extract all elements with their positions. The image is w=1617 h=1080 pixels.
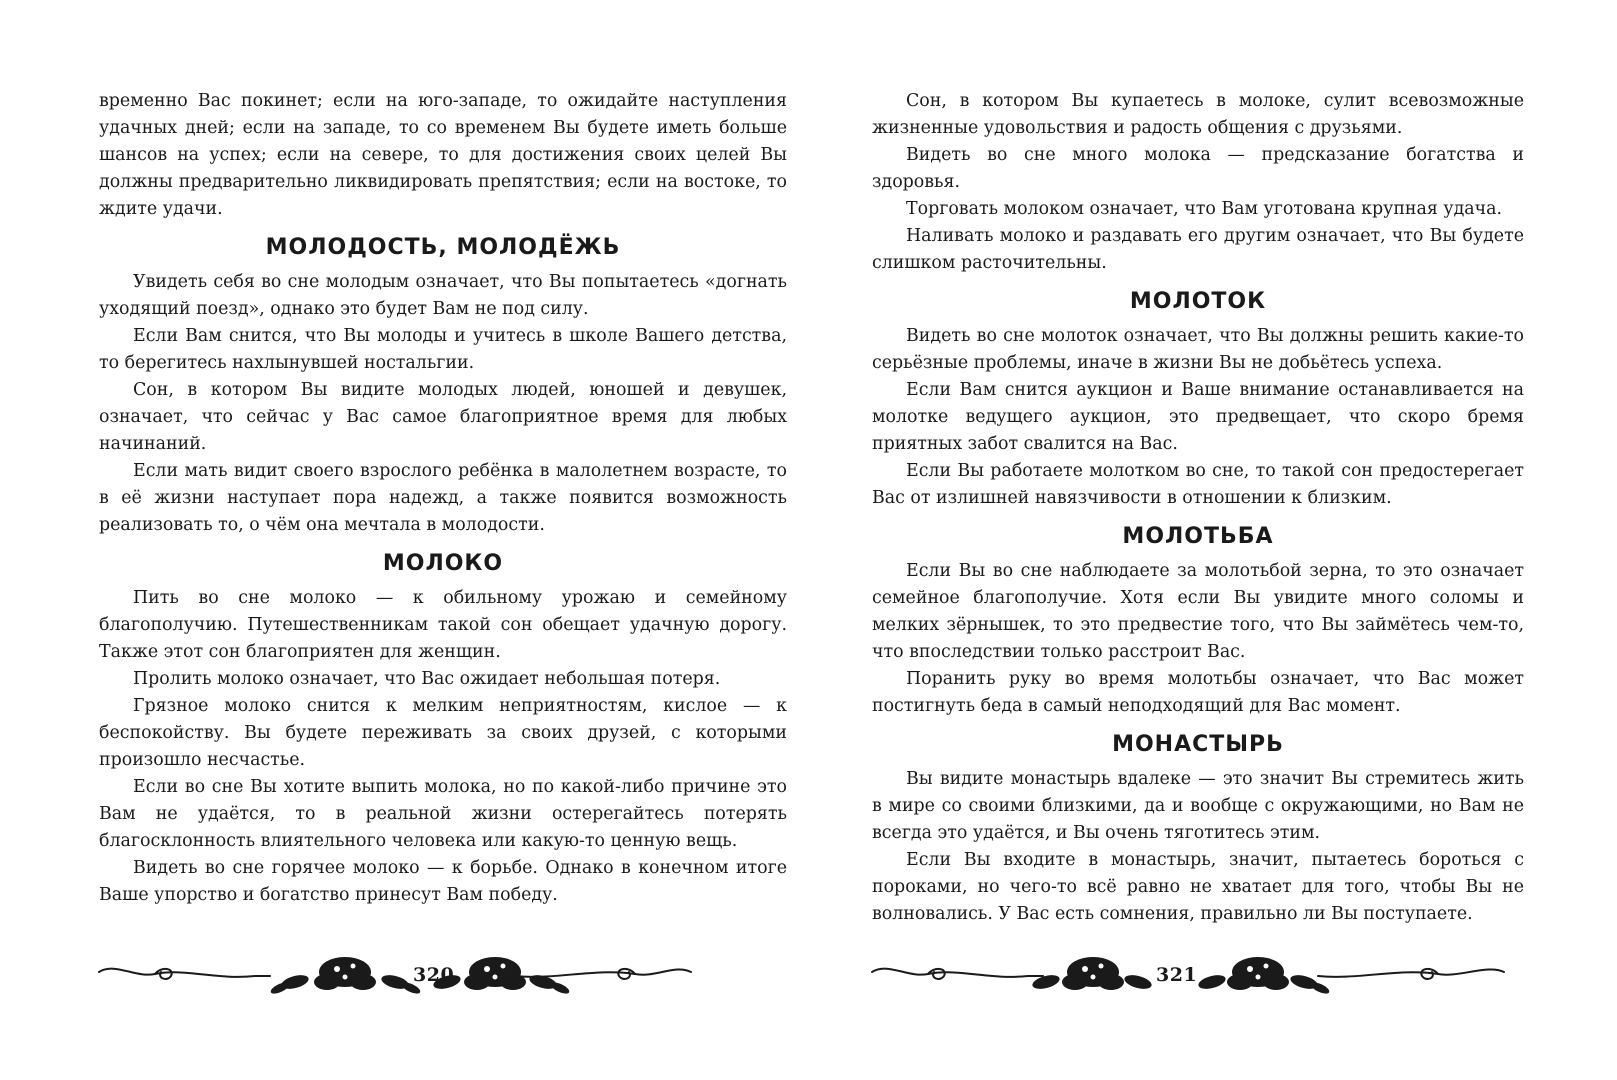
moloko-paragraph-1: Пить во сне молоко — к обильному урожаю и семейному благополучию. Путешественникам такой сон обещает удачную дорогу. Также этот сон благоприятен для женщин. (99, 588, 787, 662)
monastyr-paragraph-1: Вы видите монастырь вдалеке — это значит Вы стремитесь жить в мире со своими близкими, да и вообще с окружающими, но Вам не всегда это удаётся, и Вы очень тяготитесь этим. (872, 769, 1524, 843)
molodost-paragraph-3: Сон, в котором Вы видите молодых людей, юношей и девушек, означает, что сейчас у Вас самое благоприятное время для любых начинаний. (99, 380, 787, 454)
molotba-paragraph-2: Поранить руку во время молотьбы означает, что Вас может постигнуть беда в самый неподходящий для Вас момент. (872, 669, 1524, 716)
page-number-left: 320 (413, 964, 455, 986)
right-intro-paragraph-3: Торговать молоком означает, что Вам уготована крупная удача. (906, 199, 1503, 219)
molodost-paragraph-1: Увидеть себя во сне молодым означает, что Вы попытаетесь «догнать уходящий поезд», однако это будет Вам не под силу. (99, 272, 787, 319)
moloko-paragraph-4: Если во сне Вы хотите выпить молока, но по какой-либо причине это Вам не удаётся, то в реальной жизни остерегайтесь потерять благосклонность влиятельного человека или какую-то ценную вещь. (99, 777, 787, 851)
molotok-paragraph-3: Если Вы работаете молотком во сне, то такой сон предостерегает Вас от излишней навязчивости в отношении к близким. (872, 461, 1524, 508)
moloko-paragraph-3: Грязное молоко снится к мелким неприятностям, кислое — к беспокойству. Вы будете переживать за своих друзей, с которыми произошло несчастье. (99, 696, 787, 770)
molotok-paragraph-2: Если Вам снится аукцион и Ваше внимание останавливается на молотке ведущего аукцион, это предвещает, что скоро бремя приятных забот свалится на Вас. (872, 380, 1524, 454)
monastyr-paragraph-2: Если Вы входите в монастырь, значит, пытаетесь бороться с пороками, но чего-то всё равно не хватает для того, чтобы Вы не волновались. У Вас есть сомнения, правильно ли Вы поступаете. (872, 850, 1524, 924)
moloko-paragraph-5: Видеть во сне горячее молоко — к борьбе. Однако в конечном итоге Ваше упорство и богатство принесут Вам победу. (99, 858, 787, 905)
molotba-paragraph-1: Если Вы во сне наблюдаете за молотьбой зерна, то это означает семейное благополучие. Хотя если Вы увидите много соломы и мелких зёрнышек, то это предвестие того, что Вы займётесь чем-то, что впоследствии только расстроит Вас. (872, 561, 1524, 662)
moloko-paragraph-2: Пролить молоко означает, что Вас ожидает небольшая потеря. (133, 669, 721, 689)
right-intro-paragraph-2: Видеть во сне много молока — предсказание богатства и здоровья. (872, 145, 1524, 192)
section-title-molodost: МОЛОДОСТЬ, МОЛОДЁЖЬ (265, 235, 621, 260)
right-intro-paragraph-4: Наливать молоко и раздавать его другим означает, что Вы будете слишком расточительны. (872, 226, 1524, 273)
section-title-molotok: МОЛОТОК (1129, 289, 1267, 314)
floral-ornament-icon (95, 952, 695, 1008)
right-page (872, 88, 1524, 928)
molodost-paragraph-4: Если мать видит своего взрослого ребёнка в малолетнем возрасте, то в её жизни наступает пора надежд, а также появится возможность реализовать то, о чём она мечтала в молодости. (99, 461, 787, 535)
molotok-paragraph-1: Видеть во сне молоток означает, что Вы должны решить какие-то серьёзные проблемы, иначе в жизни Вы не добьётесь успеха. (872, 326, 1524, 373)
section-title-moloko: МОЛОКО (382, 551, 504, 576)
left-page-footer (95, 952, 695, 1008)
molodost-paragraph-2: Если Вам снится, что Вы молоды и учитесь в школе Вашего детства, то берегитесь нахлынувшей ностальгии. (99, 326, 787, 373)
left-intro-paragraph: временно Вас покинет; если на юго-западе, то ожидайте наступления удачных дней; если на западе, то со временем Вы будете иметь больше шансов на успех; если на севере, то для достижения своих целей Вы должны предварительно ликвидировать препятствия; если на востоке, то ждите удачи. (99, 91, 787, 219)
left-page (99, 88, 787, 909)
section-title-molotba: МОЛОТЬБА (1122, 524, 1274, 549)
right-page-footer (868, 952, 1508, 1008)
right-intro-paragraph-1: Сон, в котором Вы купаетесь в молоке, сулит всевозможные жизненные удовольствия и радость общения с друзьями. (872, 91, 1524, 138)
page-number-right: 321 (1156, 964, 1198, 986)
section-title-monastyr: МОНАСТЫРЬ (1112, 732, 1284, 757)
